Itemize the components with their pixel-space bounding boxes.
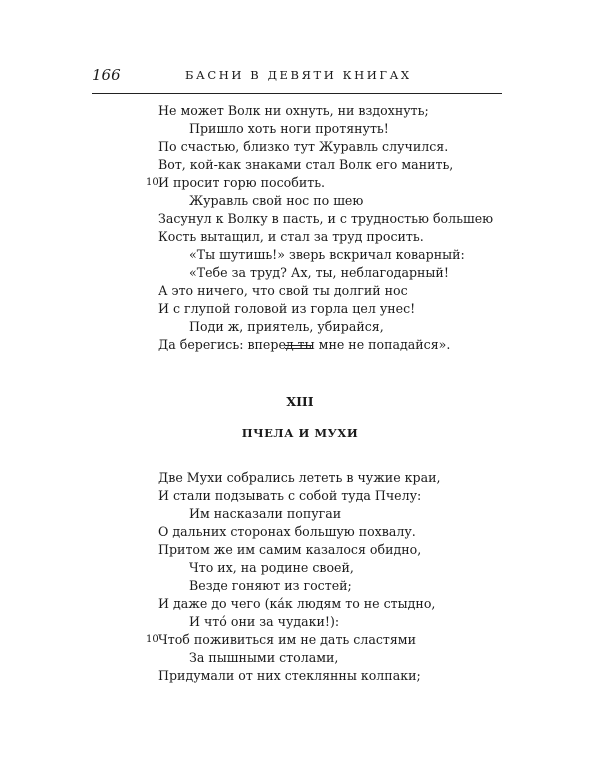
verse-line: И с глупой головой из горла цел унес! <box>158 301 416 316</box>
verse-line: Придумали от них стеклянны колпаки; <box>158 668 421 683</box>
verse-line: Засунул к Волку в пасть, и с трудностью большею <box>158 211 494 226</box>
verse-line: А это ничего, что свой ты долгий нос <box>158 283 408 298</box>
verse-line: Кость вытащил, и стал за труд просить. <box>158 229 424 244</box>
verse-line: «Ты шутишь!» зверь вскричал коварный: <box>189 247 465 262</box>
section-divider <box>285 345 313 349</box>
verse-line: Вот, кой-как знаками стал Волк его манить, <box>158 157 454 172</box>
verse-line: Да берегись: вперед ты мне не попадайся». <box>158 337 451 352</box>
verse-line: Пришло хоть ноги протянуть! <box>189 121 389 136</box>
header-rule <box>92 93 502 94</box>
page-number: 166 <box>92 66 121 84</box>
verse-line: И что́ они за чудаки!): <box>189 614 340 629</box>
verse-line: И стали подзывать с собой туда Пчелу: <box>158 488 422 503</box>
verse-line: Везде гоняют из гостей; <box>189 578 352 593</box>
verse-line: Поди ж, приятель, убирайся, <box>189 319 384 334</box>
line-number: 10 <box>146 634 159 645</box>
verse-line: Две Мухи собрались лететь в чужие краи, <box>158 470 441 485</box>
verse-line: Им насказали попугаи <box>189 506 342 521</box>
verse-line: О дальних сторонах большую похвалу. <box>158 524 416 539</box>
fable-number: XIII <box>286 394 314 409</box>
fable-title: ПЧЕЛА И МУХИ <box>241 426 359 440</box>
verse-line: Не может Волк ни охнуть, ни вздохнуть; <box>158 103 429 118</box>
verse-line: И просит горю пособить. <box>158 175 326 190</box>
verse-line: И даже до чего (ка́к людям то не стыдно, <box>158 596 436 611</box>
verse-line: Журавль свой нос по шею <box>189 193 364 208</box>
verse-line: По счастью, близко тут Журавль случился. <box>158 139 449 154</box>
running-head: БАСНИ В ДЕВЯТИ КНИГАХ <box>185 68 412 82</box>
verse-line: За пышными столами, <box>189 650 339 665</box>
verse-line: Чтоб поживиться им не дать сластями <box>158 632 416 647</box>
line-number: 10 <box>146 177 159 188</box>
verse-line: «Тебе за труд? Ах, ты, неблагодарный! <box>189 265 449 280</box>
verse-line: Что их, на родине своей, <box>189 560 354 575</box>
verse-line: Притом же им самим казалося обидно, <box>158 542 422 557</box>
